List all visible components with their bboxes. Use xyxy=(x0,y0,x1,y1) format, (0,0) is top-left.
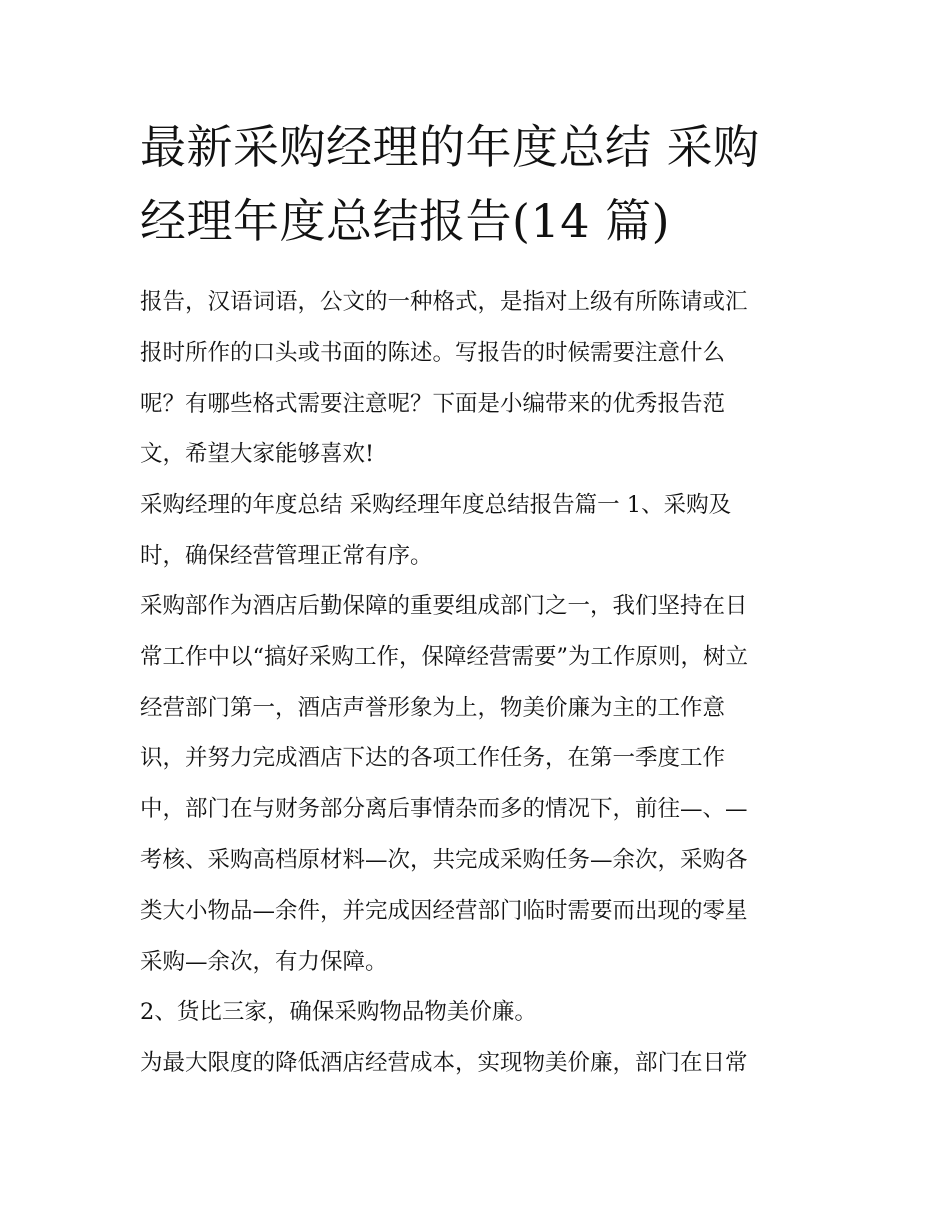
paragraph-line: 采购部作为酒店后勤保障的重要组成部门之一，我们坚持在日 xyxy=(140,593,748,619)
title-line: 经理年度总结报告(14 篇) xyxy=(140,194,671,248)
paragraph-purchasing-dept xyxy=(140,581,820,987)
document-title xyxy=(140,110,820,258)
paragraph-line: 报时所作的口头或书面的陈述。写报告的时候需要注意什么 xyxy=(140,339,726,366)
paragraph-line: 常工作中以“搞好采购工作，保障经营需要”为工作原则，树立 xyxy=(140,643,749,670)
paragraph-line: 类大小物品—余件，并完成因经营部门临时需要而出现的零星 xyxy=(140,897,748,924)
paragraph-line: 识，并努力完成酒店下达的各项工作任务，在第一季度工作 xyxy=(140,745,726,772)
paragraph-line: 经营部门第一，酒店声誉形象为上，物美价廉为主的工作意 xyxy=(140,694,726,721)
paragraph-cost-control xyxy=(140,1038,820,1089)
paragraph-line: 中，部门在与财务部分离后事情杂而多的情况下，前往—、— xyxy=(140,796,748,823)
title-line: 最新采购经理的年度总结 采购 xyxy=(140,120,760,174)
paragraph-line: 2、货比三家，确保采购物品物美价廉。 xyxy=(140,999,537,1025)
paragraph-section-heading xyxy=(140,480,820,582)
paragraph-line: 文，希望大家能够喜欢! xyxy=(140,441,375,468)
paragraph-intro xyxy=(140,277,820,480)
paragraph-point-2 xyxy=(140,987,820,1038)
paragraph-line: 考核、采购高档原材料—次，共完成采购任务—余次，采购各 xyxy=(140,846,748,873)
paragraph-line: 报告，汉语词语，公文的一种格式，是指对上级有所陈请或汇 xyxy=(140,289,748,315)
paragraph-line: 呢？有哪些格式需要注意呢？下面是小编带来的优秀报告范 xyxy=(140,390,726,417)
paragraph-line: 采购经理的年度总结 采购经理年度总结报告篇一 1、采购及 xyxy=(140,492,732,518)
paragraph-line: 时，确保经营管理正常有序。 xyxy=(140,542,433,569)
paragraph-line: 采购—余次，有力保障。 xyxy=(140,948,388,975)
paragraph-line: 为最大限度的降低酒店经营成本，实现物美价廉，部门在日常 xyxy=(140,1050,748,1076)
